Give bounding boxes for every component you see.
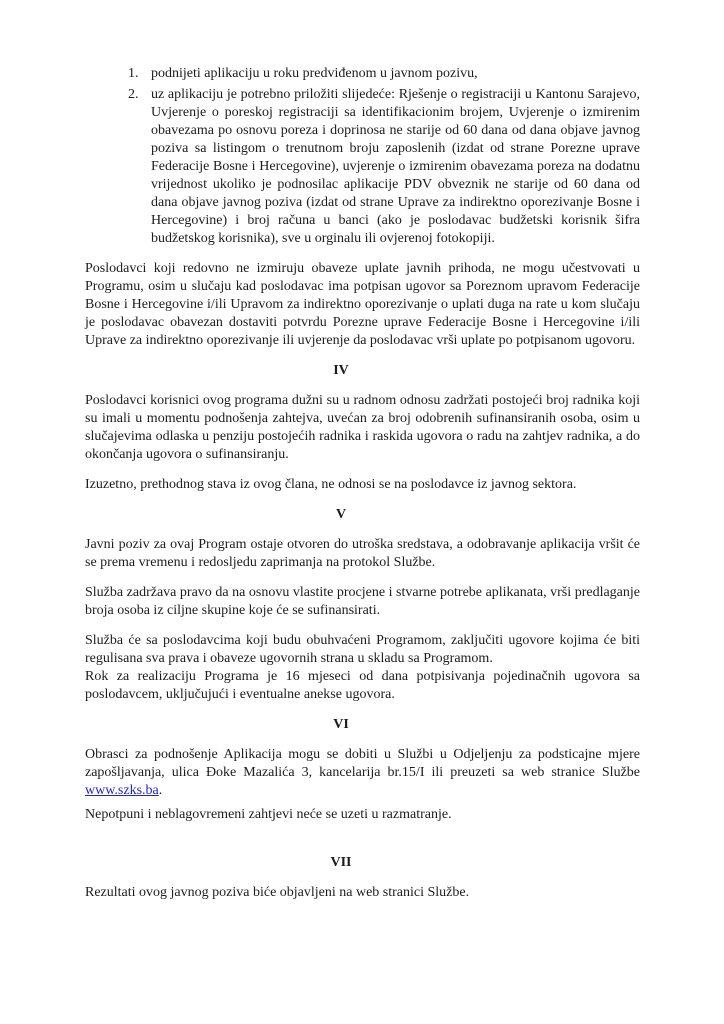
- section-heading-vi: VI: [333, 717, 349, 732]
- paragraph-forms: [85, 746, 640, 800]
- paragraph-retain-workers: Poslodavci korisnici ovog programa dužni su u radnom odnosu zadržati postojeći broj radnika koji su imali u momentu podnošenja zahtejva, uvećan za broj odobrenih sufinansiranih osoba, osim u slučajevima odlaska u penziju postojećih radnika i raskida ugovora o radu na zahtjev radnika, a do okončanja ugovora o sufinansiranju.: [85, 393, 640, 462]
- section-heading-vii: VII: [330, 855, 352, 870]
- paragraph-contracts: Služba će sa poslodavcima koji budu obuhvaćeni Programom, zaključiti ugovore kojima će biti regulisana sva prava i obaveze ugovornih strana u skladu sa Programom.: [85, 633, 640, 666]
- section-heading-iv: IV: [333, 363, 349, 378]
- list-item-text: uz aplikaciju je potrebno priložiti slijedeće: Rješenje o registraciji u Kantonu Sarajevo, Uvjerenje o poreskoj registraciji sa identifikacionim brojem, Uvjerenje o izmirenim obavezama po osnovu poreza i doprinosa ne starije od 60 dana od dana objave javnog poziva sa listingom o trenutnom broju zaposlenih (izdat od strane Porezne uprave Federacije Bosne i Hercegovine), uvjerenje o izmirenim obavezama poreza na dodatnu vrijednost ukoliko je podnosilac aplikacije PDV obveznik ne starije od 60 dana od dana objave javnog poziva (izdat od strane Uprave za indirektno oporezivanje Bosne i Hercegovine) i broj računa u banci (ako je poslodavac budžetski korisnik šifra budžetskog korisnika), sve u orginalu ili ovjerenoj fotokopiji.: [151, 87, 640, 246]
- paragraph-forms-period: .: [158, 783, 163, 798]
- list-item-number: 2.: [128, 87, 139, 102]
- paragraph-deadline: Rok za realizaciju Programa je 16 mjeseci od dana potpisivanja pojedinačnih ugovora sa poslodavcem, uključujući i eventualne anekse ugovora.: [85, 669, 640, 702]
- section-heading-v: V: [335, 507, 347, 522]
- paragraph-forms-text: Obrasci za podnošenje Aplikacija mogu se dobiti u Službi u Odjeljenju za podsticajne mjere zapošljavanja, ulica Đoke Mazalića 3, kancelarija br.15/I ili preuzeti sa web stranice Službe: [85, 747, 640, 780]
- paragraph-tax-obligations: Poslodavci koji redovno ne izmiruju obaveze uplate javnih prihoda, ne mogu učestvovati u Programu, osim u slučaju kad poslodavac ima potpisan ugovor sa Poreznom upravom Federacije Bosne i Hercegovine i/ili Upravom za indirektno oporezivanje o uplati duga na rate u kom slučaju je poslodavac obavezan dostaviti potvrdu Porezne uprave Federacije Bosne i Hercegovine i/ili Uprave za indirektno oporezivanje ili uvjerenje da poslodavac vrši uplate po potpisanom ugovoru.: [85, 261, 640, 348]
- list-item: [85, 86, 640, 248]
- requirements-list: [85, 65, 640, 248]
- paragraph-incomplete: Nepotpuni i neblagovremeni zahtjevi neće se uzeti u razmatranje.: [85, 807, 452, 822]
- list-item-text: podnijeti aplikaciju u roku predviđenom u javnom pozivu,: [151, 66, 478, 81]
- list-item-number: 1.: [128, 66, 139, 81]
- paragraph-results: Rezultati ovog javnog poziva biće objavljeni na web stranici Službe.: [85, 885, 470, 900]
- paragraph-discretion: Služba zadržava pravo da na osnovu vlastite procjene i stvarne potrebe aplikanata, vrši predlaganje broja osoba iz ciljne skupine koje će se sufinansirati.: [85, 585, 640, 618]
- list-item: [85, 65, 640, 83]
- paragraph-exception: Izuzetno, prethodnog stava iz ovog člana, ne odnosi se na poslodavce iz javnog sektora.: [85, 477, 577, 492]
- paragraph-open-call: Javni poziv za ovaj Program ostaje otvoren do utroška sredstava, a odobravanje aplikacija vršit će se prema vremenu i redosljedu zaprimanja na protokol Službe.: [85, 537, 640, 570]
- website-link[interactable]: www.szks.ba: [85, 783, 159, 798]
